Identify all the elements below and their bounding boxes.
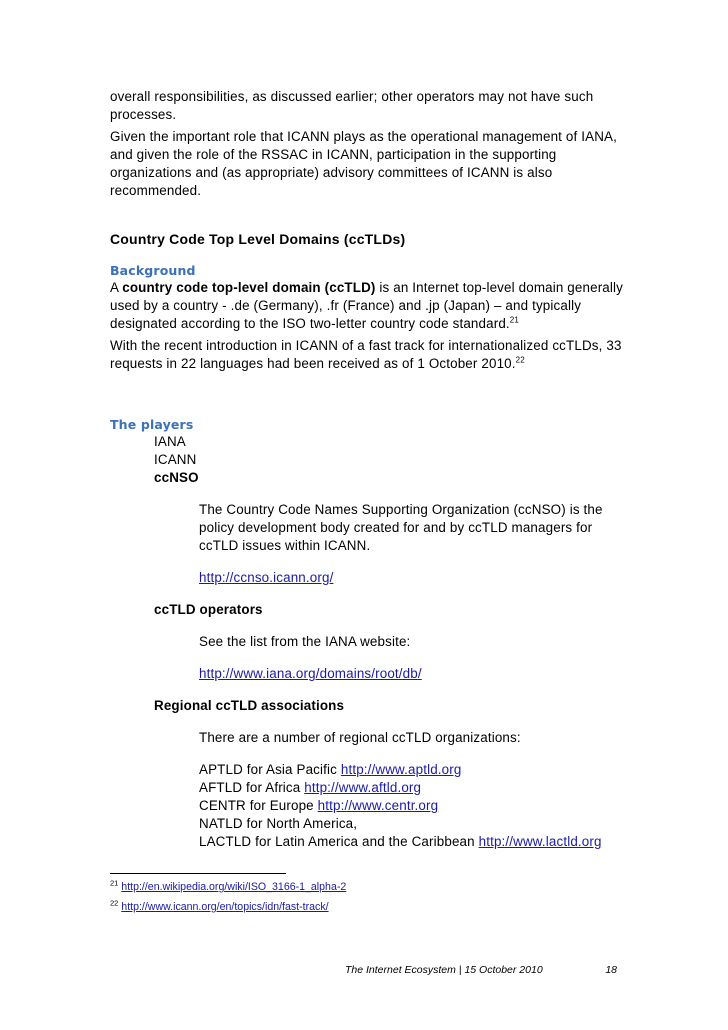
ccnso-description: The Country Code Names Supporting Organization (ccNSO) is the policy development body created for and by ccTLD managers for ccTLD issues within ICANN. (199, 502, 603, 553)
org-item: AFTLD for Africa http://www.aftld.org (199, 780, 422, 795)
org-link[interactable]: http://www.aftld.org (304, 780, 422, 795)
footer-text: The Internet Ecosystem | 15 October 2010 (345, 964, 543, 976)
footnote-link[interactable]: http://en.wikipedia.org/wiki/ISO_3166-1_alpha-2 (121, 881, 347, 893)
page-number: 18 (605, 964, 617, 976)
bold-term: country code top-level domain (ccTLD) (122, 280, 376, 295)
ccnso-link[interactable]: http://ccnso.icann.org/ (199, 570, 334, 585)
paragraph: Given the important role that ICANN plays as the operational management of IANA, and given the role of the RSSAC in ICANN, participation in the supporting organizations and (as appropriate) advisory committees of ICANN is also recommended. (110, 129, 617, 198)
players-item: ICANN (154, 452, 197, 467)
players-item: IANA (154, 434, 186, 449)
org-item: NATLD for North America, (199, 816, 358, 831)
footnotes (110, 873, 630, 920)
org-link[interactable]: http://www.lactld.org (478, 834, 602, 849)
org-list (110, 761, 630, 851)
paragraph: With the recent introduction in ICANN of a fast track for internationalized ccTLDs, 33 requests in 22 languages had been received as of 1 October 2010.22 (110, 338, 622, 371)
page-footer (345, 964, 617, 976)
org-item: APTLD for Asia Pacific http://www.aptld.org (199, 762, 462, 777)
operators-heading: ccTLD operators (154, 602, 263, 617)
regional-description: There are a number of regional ccTLD organizations: (199, 730, 521, 745)
operators-description: See the list from the IANA website: (199, 634, 411, 649)
footnote-link[interactable]: http://www.icann.org/en/topics/idn/fast-track/ (121, 901, 329, 913)
footnote: $^{21}$ http://en.wikipedia.org/wiki/ISO_3166-1_alpha-2 (110, 878, 347, 893)
footnote-ref[interactable]: 22 (515, 355, 525, 365)
org-link[interactable]: http://www.aptld.org (340, 762, 462, 777)
players-item: ccNSO (154, 470, 199, 485)
section-heading: Country Code Top Level Domains (ccTLDs) (110, 231, 406, 247)
footnote-ref[interactable]: 21 (509, 315, 519, 325)
org-item: LACTLD for Latin America and the Caribbean http://www.lactld.org (199, 834, 602, 849)
footnote: $^{22}$ http://www.icann.org/en/topics/idn/fast-track/ (110, 898, 329, 913)
subheading-players: The players (110, 417, 194, 432)
subheading-background: Background (110, 263, 196, 278)
page-body (110, 88, 630, 851)
regional-heading: Regional ccTLD associations (154, 698, 345, 713)
footnote-rule (110, 873, 286, 874)
org-item: CENTR for Europe http://www.centr.org (199, 798, 439, 813)
iana-db-link[interactable]: http://www.iana.org/domains/root/db/ (199, 666, 422, 681)
org-link[interactable]: http://www.centr.org (317, 798, 439, 813)
paragraph: A country code top-level domain (ccTLD) is an Internet top-level domain generally used by a country - .de (Germany), .fr (France) and .jp (Japan) – and typically designated according to the ISO two-letter country code standard.$^{21}$ (110, 280, 623, 331)
paragraph: overall responsibilities, as discussed earlier; other operators may not have such processes. (110, 89, 594, 122)
